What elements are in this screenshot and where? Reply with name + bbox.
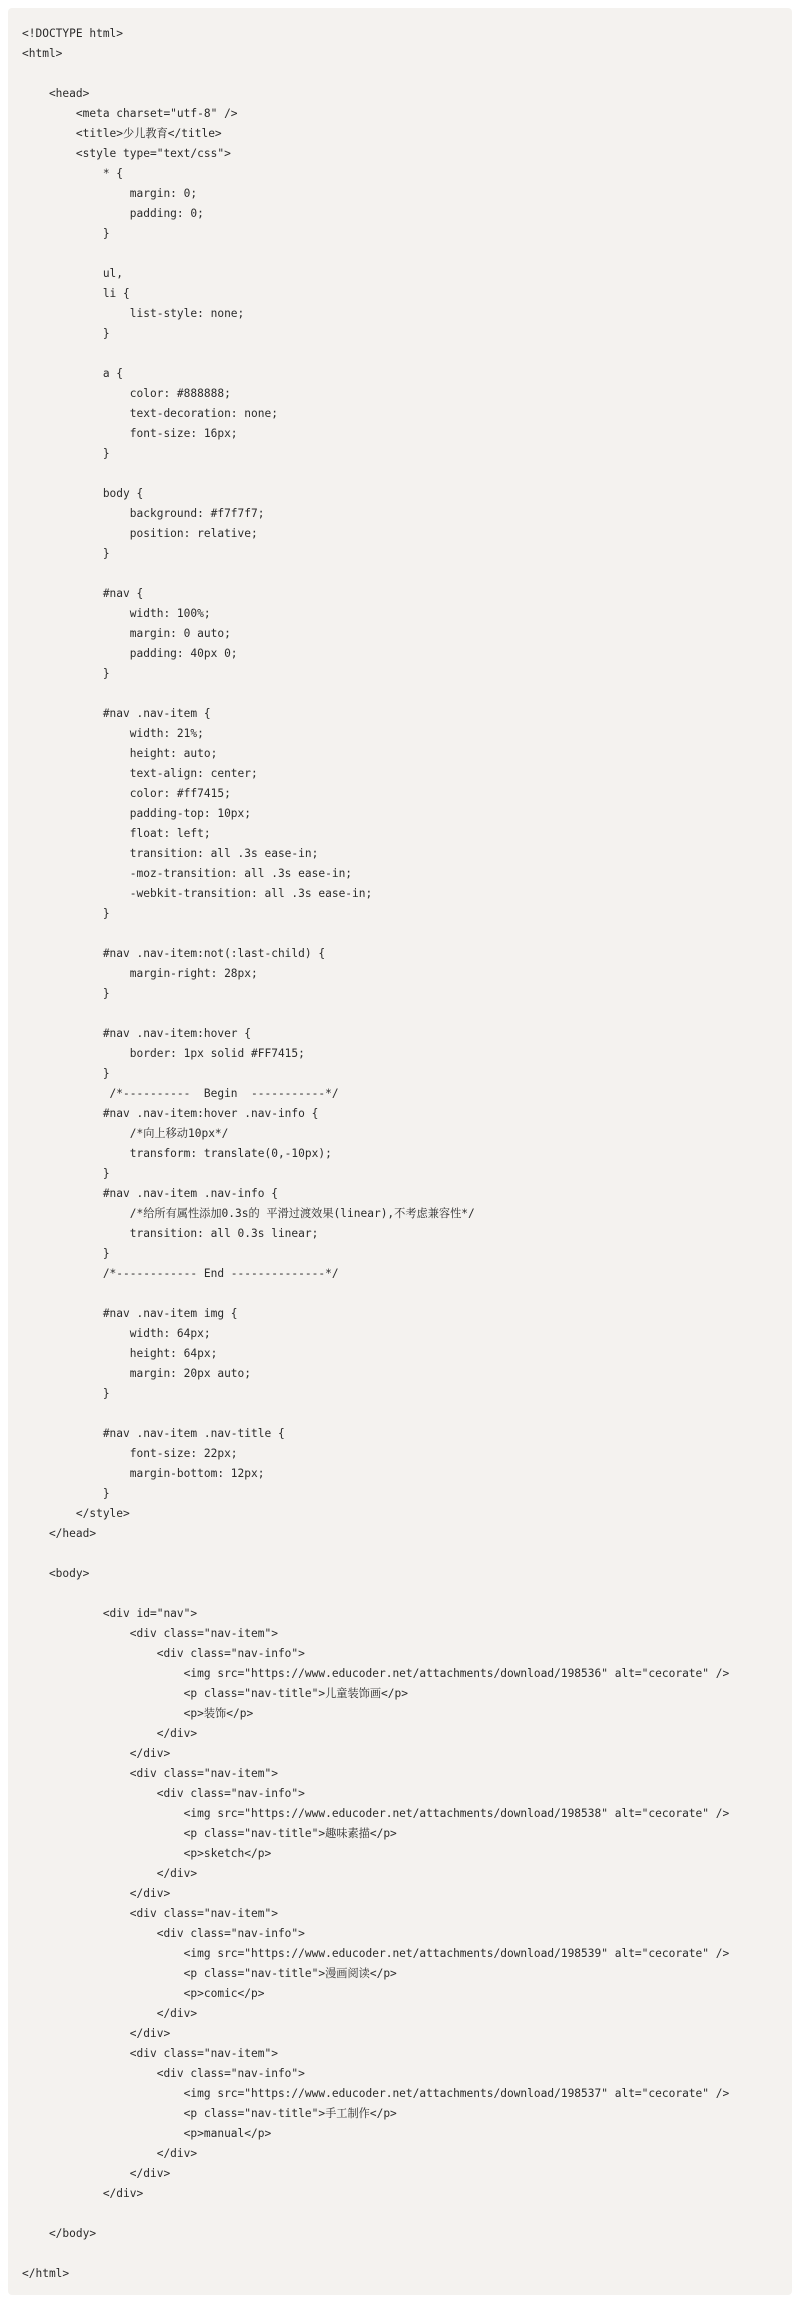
code-line: border: 1px solid #FF7415; <box>22 1047 305 1060</box>
code-line: </div> <box>22 1887 171 1900</box>
code-line: </div> <box>22 2167 171 2180</box>
code-line: transition: all .3s ease-in; <box>22 847 319 860</box>
code-line: #nav .nav-item:not(:last-child) { <box>22 947 326 960</box>
code-line: } <box>22 907 110 920</box>
code-line: font-size: 16px; <box>22 427 238 440</box>
code-line <box>22 1004 778 1024</box>
code-line: /*向上移动10px*/ <box>22 1127 229 1140</box>
code-line: </div> <box>22 2147 198 2160</box>
code-line: width: 64px; <box>22 1327 211 1340</box>
code-line: list-style: none; <box>22 307 245 320</box>
code-line: transition: all 0.3s linear; <box>22 1227 319 1240</box>
code-line: -moz-transition: all .3s ease-in; <box>22 867 353 880</box>
code-line: <img src="https://www.educoder.net/attachments/download/198538" alt="cecorate" /> <box>22 1807 730 1820</box>
code-line: -webkit-transition: all .3s ease-in; <box>22 887 373 900</box>
code-line: #nav { <box>22 587 144 600</box>
code-line: <!DOCTYPE html> <box>22 27 124 40</box>
code-line: <div class="nav-info"> <box>22 1647 305 1660</box>
code-line: margin-right: 28px; <box>22 967 258 980</box>
code-line: } <box>22 1487 110 1500</box>
code-line: #nav .nav-item:hover { <box>22 1027 252 1040</box>
code-line: } <box>22 547 110 560</box>
code-line: * { <box>22 167 124 180</box>
code-line <box>22 1284 778 1304</box>
code-line <box>22 1584 778 1604</box>
code-line: </div> <box>22 2187 144 2200</box>
code-line <box>22 464 778 484</box>
code-line: </div> <box>22 1867 198 1880</box>
code-line: padding: 40px 0; <box>22 647 238 660</box>
code-line: } <box>22 987 110 1000</box>
code-line: padding: 0; <box>22 207 204 220</box>
code-line: transform: translate(0,-10px); <box>22 1147 332 1160</box>
code-line: <img src="https://www.educoder.net/attachments/download/198536" alt="cecorate" /> <box>22 1667 730 1680</box>
code-line: <img src="https://www.educoder.net/attachments/download/198537" alt="cecorate" /> <box>22 2087 730 2100</box>
code-line: <p>装饰</p> <box>22 1707 254 1720</box>
code-line: a { <box>22 367 124 380</box>
code-line: <p>comic</p> <box>22 1987 265 2000</box>
code-line: <p class="nav-title">手工制作</p> <box>22 2107 397 2120</box>
code-line <box>22 344 778 364</box>
code-line: /*---------- Begin -----------*/ <box>22 1087 339 1100</box>
code-line <box>22 64 778 84</box>
code-line: font-size: 22px; <box>22 1447 238 1460</box>
code-line: body { <box>22 487 144 500</box>
code-line <box>22 244 778 264</box>
code-line: <div class="nav-item"> <box>22 1907 278 1920</box>
code-line: </body> <box>22 2227 97 2240</box>
code-line: <p>manual</p> <box>22 2127 272 2140</box>
code-line <box>22 1544 778 1564</box>
code-line: </div> <box>22 1727 198 1740</box>
code-line: height: 64px; <box>22 1347 218 1360</box>
code-line: #nav .nav-item .nav-info { <box>22 1187 278 1200</box>
code-line: } <box>22 327 110 340</box>
code-line: <div id="nav"> <box>22 1607 198 1620</box>
code-line: width: 100%; <box>22 607 211 620</box>
code-line: /*给所有属性添加0.3s的 平滑过渡效果(linear),不考虑兼容性*/ <box>22 1207 475 1220</box>
code-line: text-decoration: none; <box>22 407 278 420</box>
code-line: padding-top: 10px; <box>22 807 252 820</box>
code-line: } <box>22 227 110 240</box>
code-line: li { <box>22 287 130 300</box>
code-line <box>22 564 778 584</box>
code-line: color: #888888; <box>22 387 231 400</box>
code-line: ul, <box>22 267 124 280</box>
code-line: #nav .nav-item:hover .nav-info { <box>22 1107 319 1120</box>
code-line: <style type="text/css"> <box>22 147 231 160</box>
code-line: width: 21%; <box>22 727 204 740</box>
code-line: } <box>22 1387 110 1400</box>
code-line: </div> <box>22 2007 198 2020</box>
code-line: #nav .nav-item img { <box>22 1307 238 1320</box>
code-line: <html> <box>22 47 63 60</box>
code-line: margin: 20px auto; <box>22 1367 252 1380</box>
code-line: <title>少儿教育</title> <box>22 127 222 140</box>
code-line: <div class="nav-info"> <box>22 1927 305 1940</box>
code-block <box>8 8 792 2295</box>
code-line: float: left; <box>22 827 211 840</box>
code-line: <div class="nav-item"> <box>22 1767 278 1780</box>
code-line: } <box>22 1067 110 1080</box>
code-line: <div class="nav-info"> <box>22 2067 305 2080</box>
code-line: #nav .nav-item { <box>22 707 211 720</box>
code-line: </html> <box>22 2267 70 2280</box>
code-line: </div> <box>22 2027 171 2040</box>
code-line <box>22 1404 778 1424</box>
code-line: } <box>22 667 110 680</box>
code-line: /*------------ End --------------*/ <box>22 1267 339 1280</box>
code-line: <img src="https://www.educoder.net/attachments/download/198539" alt="cecorate" /> <box>22 1947 730 1960</box>
code-line: </head> <box>22 1527 97 1540</box>
code-line: margin: 0 auto; <box>22 627 231 640</box>
code-line: <div class="nav-info"> <box>22 1787 305 1800</box>
code-line <box>22 684 778 704</box>
code-line <box>22 2204 778 2224</box>
code-line: <head> <box>22 87 90 100</box>
code-line: <p class="nav-title">儿童装饰画</p> <box>22 1687 408 1700</box>
code-line: margin-bottom: 12px; <box>22 1467 265 1480</box>
code-line: </style> <box>22 1507 130 1520</box>
code-line <box>22 2244 778 2264</box>
code-line: <div class="nav-item"> <box>22 2047 278 2060</box>
code-line: <p class="nav-title">漫画阅读</p> <box>22 1967 397 1980</box>
code-line: background: #f7f7f7; <box>22 507 265 520</box>
code-line: <body> <box>22 1567 90 1580</box>
code-line: <meta charset="utf-8" /> <box>22 107 238 120</box>
code-line: position: relative; <box>22 527 258 540</box>
code-line: margin: 0; <box>22 187 198 200</box>
code-line: } <box>22 1167 110 1180</box>
code-line: <div class="nav-item"> <box>22 1627 278 1640</box>
code-line: } <box>22 1247 110 1260</box>
code-line: <p>sketch</p> <box>22 1847 272 1860</box>
code-line: color: #ff7415; <box>22 787 231 800</box>
code-line <box>22 924 778 944</box>
code-line: } <box>22 447 110 460</box>
code-line: </div> <box>22 1747 171 1760</box>
code-line: <p class="nav-title">趣味素描</p> <box>22 1827 397 1840</box>
code-line: #nav .nav-item .nav-title { <box>22 1427 285 1440</box>
code-line: text-align: center; <box>22 767 258 780</box>
code-line: height: auto; <box>22 747 218 760</box>
